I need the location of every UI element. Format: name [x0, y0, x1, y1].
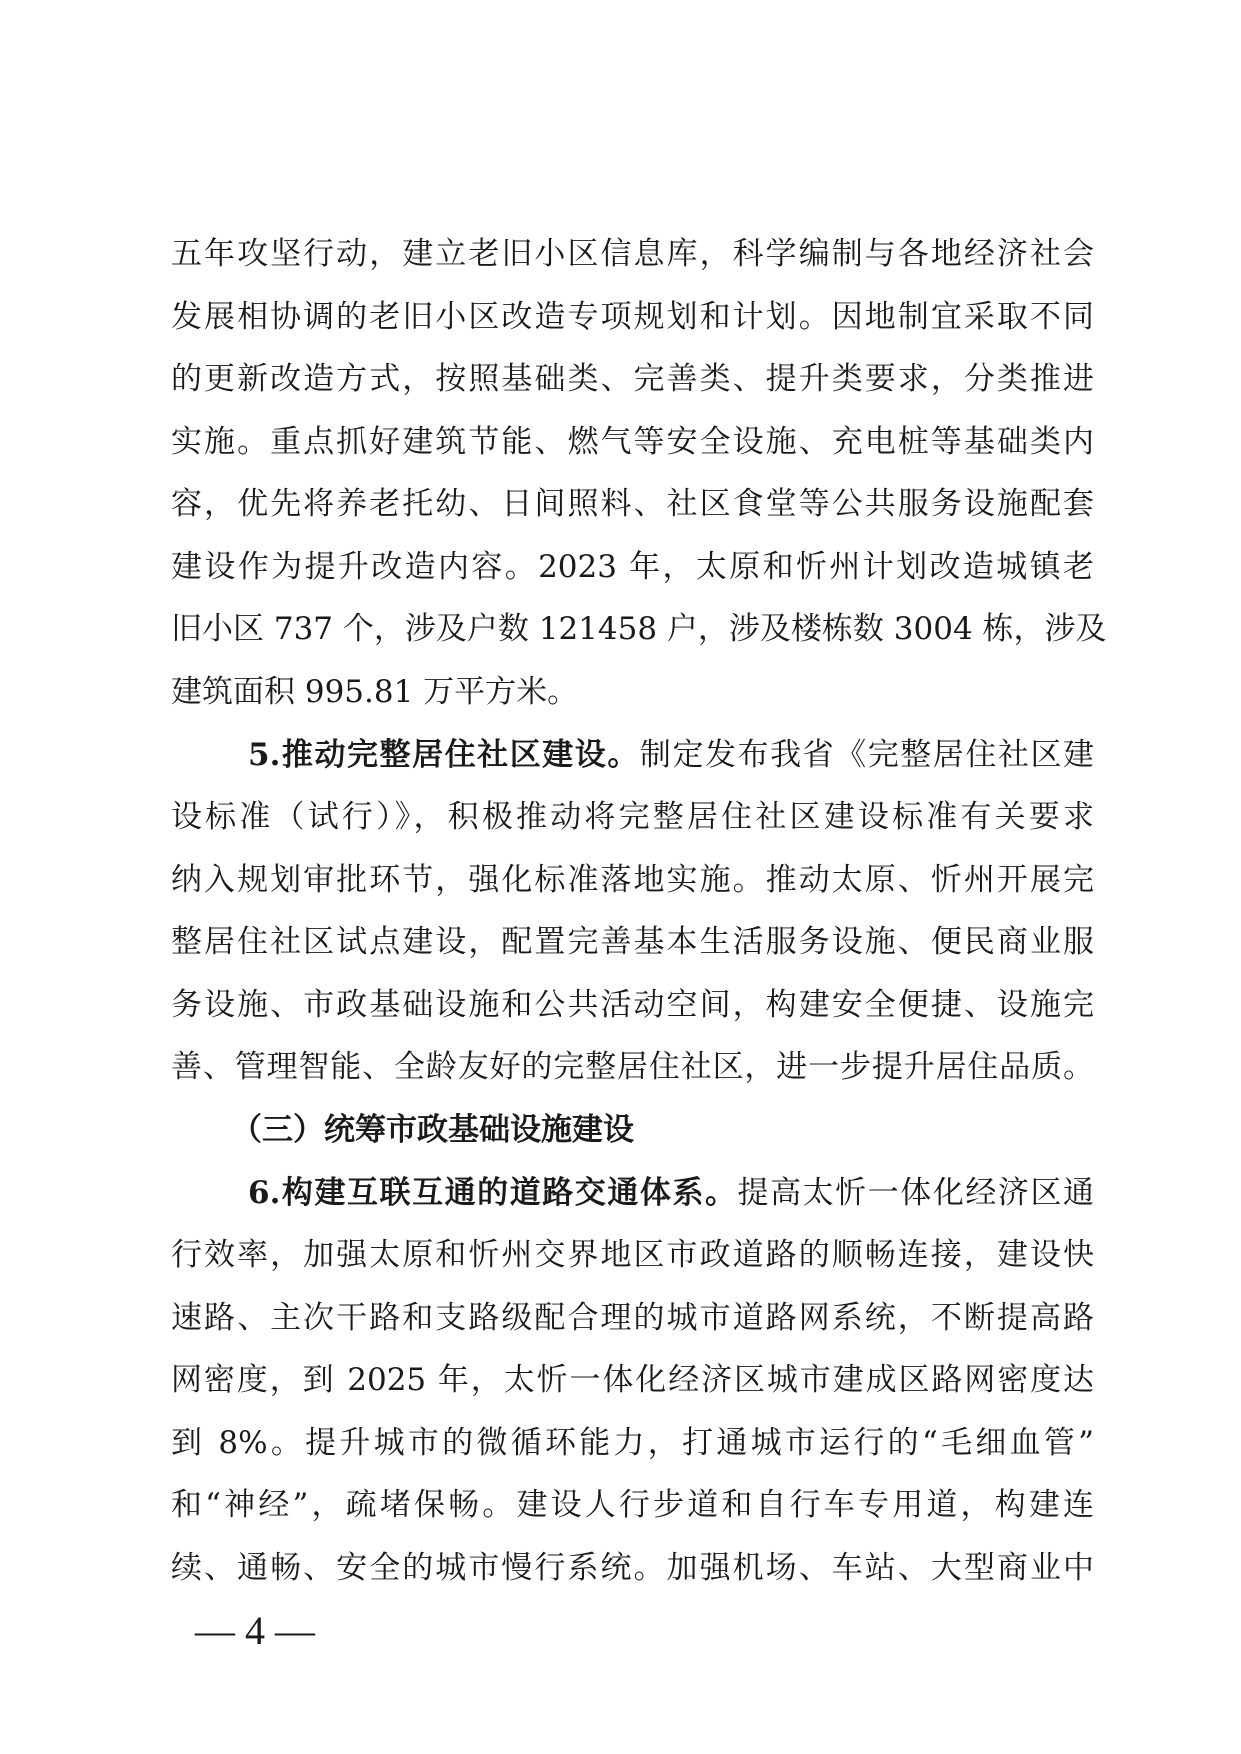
text-line: 建筑面积 995.81 万平方米。	[171, 674, 579, 710]
text-line: 旧小区 737 个，涉及户数 121458 户，涉及楼栋数 3004 栋，涉及	[171, 611, 1107, 647]
text-line: 和“神经”，疏堵保畅。建设人行步道和自行车专用道，构建连	[171, 1487, 1094, 1523]
text-line: 续、通畅、安全的城市慢行系统。加强机场、车站、大型商业中	[171, 1550, 1094, 1586]
page-number: — 4 —	[195, 1608, 315, 1653]
text-line: 善、管理智能、全龄友好的完整居住社区，进一步提升居住品质。	[171, 1049, 1094, 1085]
text-line: 务设施、市政基础设施和公共活动空间，构建安全便捷、设施完	[171, 987, 1094, 1023]
text-line: 五年攻坚行动，建立老旧小区信息库，科学编制与各地经济社会	[171, 236, 1094, 272]
text-line: 速路、主次干路和支路级配合理的城市道路网系统，不断提高路	[171, 1300, 1094, 1336]
text-line: 建设作为提升改造内容。2023 年，太原和忻州计划改造城镇老	[171, 549, 1094, 585]
text-line: 实施。重点抓好建筑节能、燃气等安全设施、充电桩等基础类内	[171, 424, 1094, 460]
text-line: 行效率，加强太原和忻州交界地区市政道路的顺畅连接，建设快	[171, 1237, 1094, 1273]
text-line: 纳入规划审批环节，强化标准落地实施。推动太原、忻州开展完	[171, 862, 1094, 898]
text-line: 整居住社区试点建设，配置完善基本生活服务设施、便民商业服	[171, 924, 1094, 960]
text-line: 设标准（试行）》，积极推动将完整居住社区建设标准有关要求	[171, 799, 1094, 835]
text-line: 到 8%。提升城市的微循环能力，打通城市运行的“毛细血管”	[171, 1425, 1094, 1461]
item-5-text: 制定发布我省《完整居住社区建	[639, 737, 1094, 773]
text-line	[171, 730, 1094, 780]
text-line: 发展相协调的老旧小区改造专项规划和计划。因地制宜采取不同	[171, 299, 1094, 335]
item-6-title: 6.构建互联互通的道路交通体系。	[248, 1175, 738, 1211]
item-6-text: 提高太忻一体化经济区通	[737, 1175, 1094, 1211]
text-line: 容，优先将养老托幼、日间照料、社区食堂等公共服务设施配套	[171, 486, 1094, 522]
text-line	[171, 1168, 1094, 1218]
section-heading: （三）统筹市政基础设施建设	[231, 1112, 634, 1148]
item-5-title: 5.推动完整居住社区建设。	[248, 737, 640, 773]
text-line: 网密度，到 2025 年，太忻一体化经济区城市建成区路网密度达	[171, 1362, 1094, 1398]
text-line: 的更新改造方式，按照基础类、完善类、提升类要求，分类推进	[171, 361, 1094, 397]
